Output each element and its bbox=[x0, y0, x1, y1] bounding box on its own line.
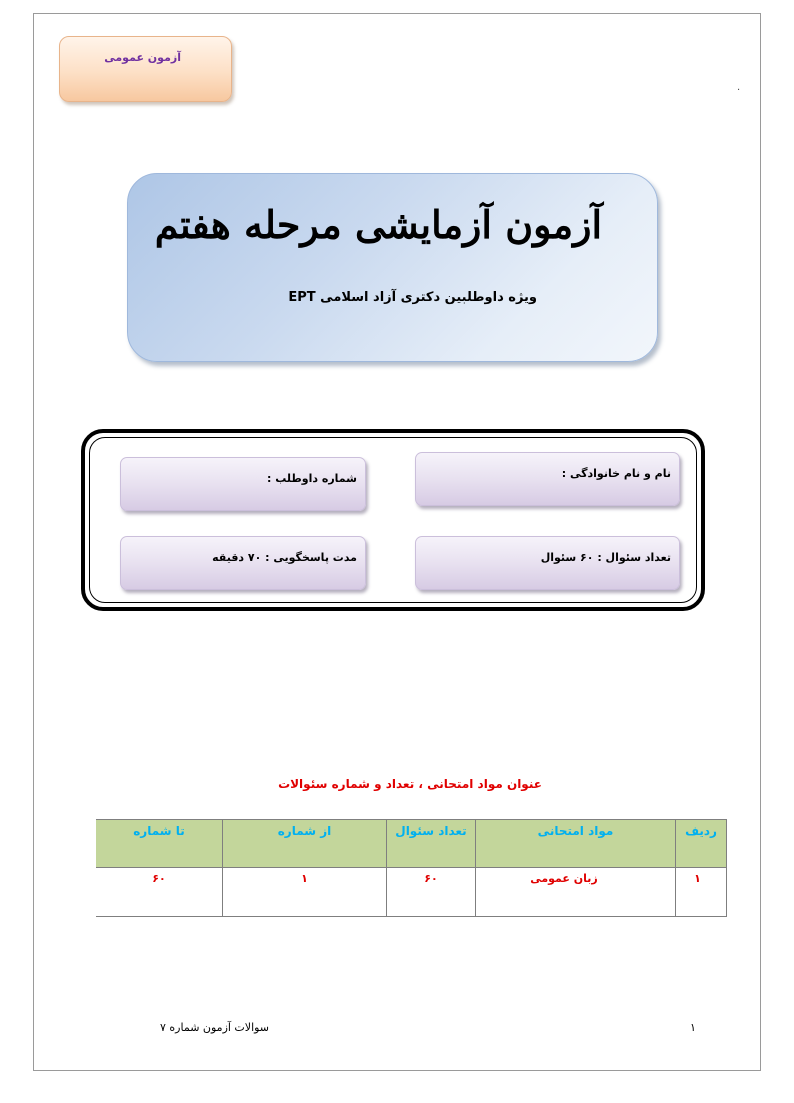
cell-row-number: ۱ bbox=[676, 868, 727, 917]
page-title: آزمون آزمایشی مرحله هفتم bbox=[154, 202, 602, 247]
exam-type-label bbox=[59, 36, 232, 102]
page-number: ۱ bbox=[690, 1021, 696, 1034]
title-panel bbox=[127, 173, 658, 362]
name-field-label: نام و نام خانوادگی : bbox=[561, 467, 671, 480]
duration-text: مدت پاسخگویی : ۷۰ دقیقه bbox=[212, 551, 357, 564]
header-question-count: تعداد سئوال bbox=[387, 820, 476, 868]
candidate-number-label: شماره داوطلب : bbox=[267, 472, 357, 485]
subjects-table bbox=[96, 819, 727, 917]
footer-title: سوالات آزمون شماره ۷ bbox=[160, 1021, 270, 1034]
cell-question-count: ۶۰ bbox=[387, 868, 476, 917]
header-to-number: تا شماره bbox=[96, 820, 223, 868]
stray-mark: . bbox=[737, 82, 741, 93]
duration-box bbox=[120, 536, 366, 590]
cell-subject: زبان عمومی bbox=[476, 868, 676, 917]
cell-to-number: ۶۰ bbox=[96, 868, 223, 917]
table-header-row bbox=[96, 820, 727, 868]
name-field[interactable] bbox=[415, 452, 680, 506]
cell-from-number: ۱ bbox=[223, 868, 387, 917]
subjects-heading: عنوان مواد امتحانی ، تعداد و شماره سئوالات bbox=[278, 777, 542, 791]
header-row-number: ردیف bbox=[676, 820, 727, 868]
question-count-box bbox=[415, 536, 680, 590]
question-count-text: تعداد سئوال : ۶۰ سئوال bbox=[540, 551, 671, 564]
page-subtitle: ویژه داوطلبین دکتری آزاد اسلامی EPT bbox=[288, 290, 537, 305]
table-row bbox=[96, 868, 727, 917]
exam-type-text: آزمون عمومی bbox=[104, 51, 181, 64]
header-from-number: از شماره bbox=[223, 820, 387, 868]
candidate-number-field[interactable] bbox=[120, 457, 366, 511]
header-subject: مواد امتحانی bbox=[476, 820, 676, 868]
